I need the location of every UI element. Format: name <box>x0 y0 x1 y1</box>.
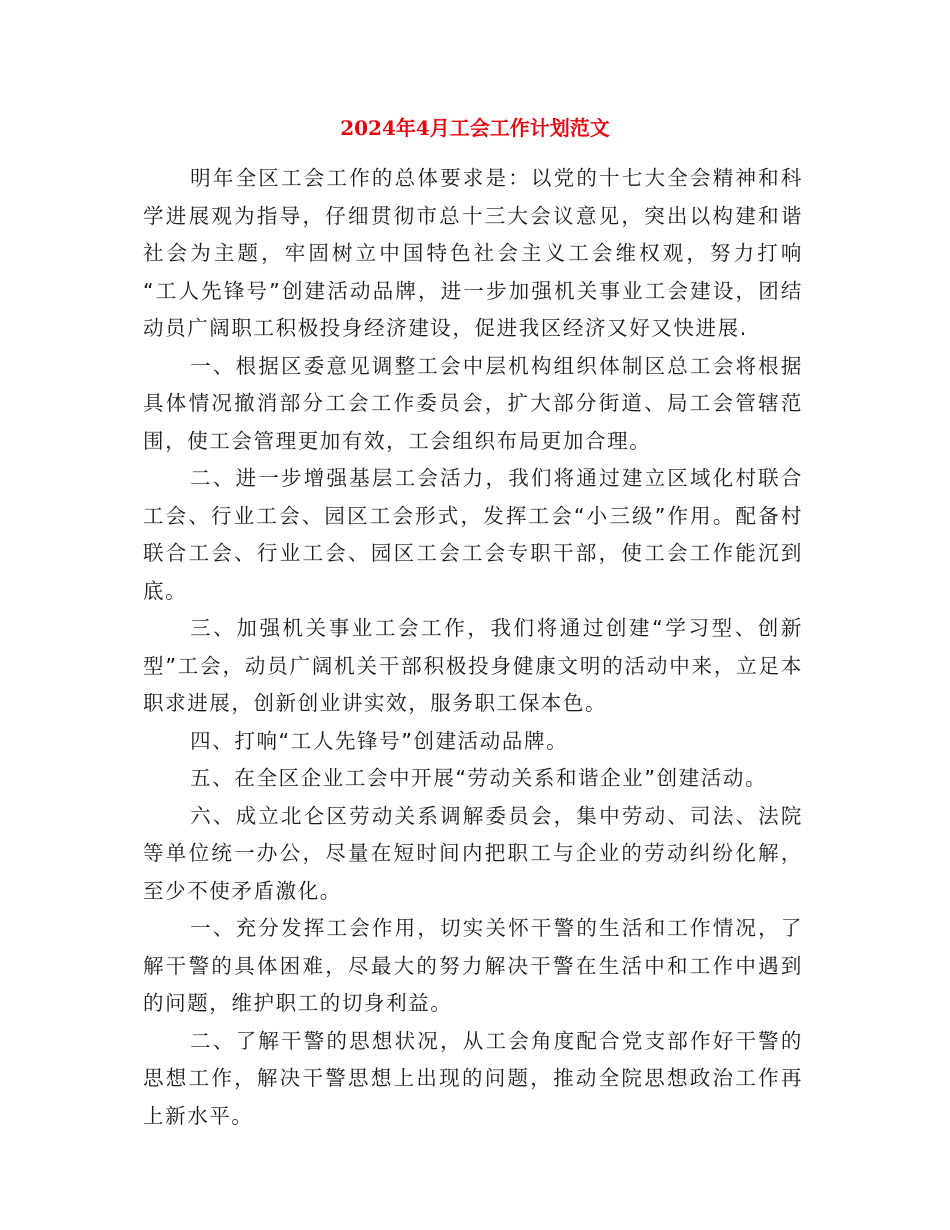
paragraph: 一、充分发挥工会作用，切实关怀干警的生活和工作情况，了解干警的具体困难，尽最大的努力解决干警在生活中和工作中遇到的问题，维护职工的切身利益。 <box>143 916 803 1015</box>
paragraph: 六、成立北仑区劳动关系调解委员会，集中劳动、司法、法院等单位统一办公，尽量在短时间内把职工与企业的劳动纠纷化解，至少不使矛盾激化。 <box>143 803 803 903</box>
paragraph: 四、打响“工人先锋号”创建活动品牌。 <box>190 728 569 753</box>
paragraph: 二、进一步增强基层工会活力，我们将通过建立区域化村联合工会、行业工会、园区工会形式，发挥工会“小三级”作用。配备村联合工会、行业工会、园区工会工会专职干部，使工会工作能沉到底。 <box>143 466 803 603</box>
paragraph: 五、在全区企业工会中开展“劳动关系和谐企业”创建活动。 <box>190 766 768 790</box>
paragraph: 二、了解干警的思想状况，从工会角度配合党支部作好干警的思想工作，解决干警思想上出现的问题，推动全院思想政治工作再上新水平。 <box>143 1028 803 1128</box>
paragraph: 一、根据区委意见调整工会中层机构组织体制区总工会将根据具体情况撤消部分工会工作委员会，扩大部分街道、局工会管辖范围，使工会管理更加有效，工会组织布局更加合理。 <box>143 353 803 453</box>
document-title: 2024年4月工会工作计划范文 <box>340 116 610 140</box>
paragraph: 三、加强机关事业工会工作，我们将通过创建“学习型、创新型”工会，动员广阔机关干部积极投身健康文明的活动中来，立足本职求进展，创新创业讲实效，服务职工保本色。 <box>143 616 803 715</box>
paragraph: 明年全区工会工作的总体要求是：以党的十七大全会精神和科学进展观为指导，仔细贯彻市总十三大会议意见，突出以构建和谐社会为主题，牢固树立中国特色社会主义工会维权观，努力打响 “工人先锋号”创建活动品牌，进一步加强机关事业工会建设，团结动员广阔职工积极投身经济建设，促进我区经济又好又快进展. <box>143 166 803 340</box>
document-body <box>143 160 803 1135</box>
